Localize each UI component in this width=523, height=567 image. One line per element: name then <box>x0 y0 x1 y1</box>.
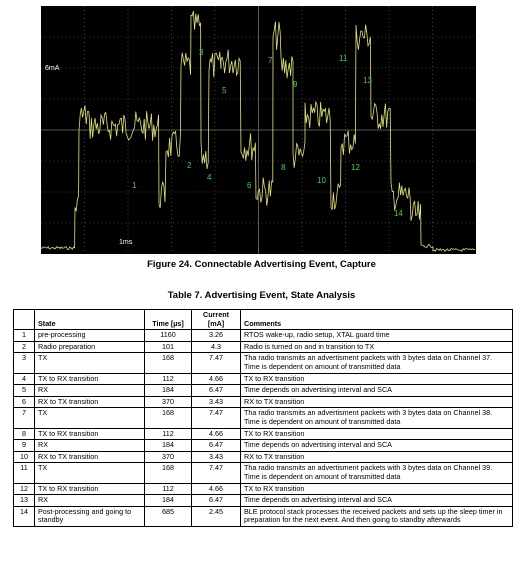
state-marker-3: 3 <box>199 48 204 57</box>
table-row <box>14 451 513 463</box>
cell-current: 7.47 <box>192 353 241 373</box>
cell-current: 3.43 <box>192 396 241 408</box>
current-trace <box>41 11 475 251</box>
cell-current: 3.26 <box>192 330 241 342</box>
cell-state: RX <box>35 495 145 507</box>
cell-time: 685 <box>145 506 192 526</box>
cell-comments: TX to RX transition <box>241 373 513 385</box>
cell-current: 7.47 <box>192 408 241 428</box>
cell-comments: Time depends on advertising interval and SCA <box>241 495 513 507</box>
state-marker-10: 10 <box>317 176 326 185</box>
oscilloscope-capture <box>41 6 476 254</box>
cell-state: TX to RX transition <box>35 428 145 440</box>
cell-state: RX <box>35 385 145 397</box>
current-trace-plot <box>41 6 476 254</box>
cell-index: 3 <box>14 353 35 373</box>
cell-comments: Time depends on advertising interval and SCA <box>241 440 513 452</box>
cell-state: TX to RX transition <box>35 373 145 385</box>
cell-current: 6.47 <box>192 440 241 452</box>
table-row <box>14 330 513 342</box>
table-row <box>14 408 513 428</box>
cell-current: 4.66 <box>192 373 241 385</box>
state-marker-6: 6 <box>247 181 252 190</box>
cell-time: 168 <box>145 353 192 373</box>
table-row <box>14 506 513 526</box>
cell-index: 2 <box>14 341 35 353</box>
cell-time: 112 <box>145 428 192 440</box>
table-row <box>14 373 513 385</box>
figure-caption: Figure 24. Connectable Advertising Event, Capture <box>147 259 376 270</box>
cell-state: RX to TX transition <box>35 451 145 463</box>
current-scale-label: 6mA <box>45 65 60 72</box>
cell-state: TX <box>35 408 145 428</box>
cell-current: 7.47 <box>192 463 241 483</box>
cell-comments: TX to RX transition <box>241 483 513 495</box>
cell-index: 9 <box>14 440 35 452</box>
header-comments: Comments <box>241 310 513 330</box>
cell-state: TX <box>35 463 145 483</box>
cell-time: 112 <box>145 483 192 495</box>
cell-index: 4 <box>14 373 35 385</box>
cell-state: pre-processing <box>35 330 145 342</box>
state-marker-14: 14 <box>394 209 403 218</box>
cell-time: 112 <box>145 373 192 385</box>
cell-comments: Radio is turned on and in transition to TX <box>241 341 513 353</box>
state-marker-7: 7 <box>268 56 273 65</box>
cell-index: 14 <box>14 506 35 526</box>
cell-current: 6.47 <box>192 385 241 397</box>
cell-index: 11 <box>14 463 35 483</box>
time-scale-label: 1ms <box>119 239 133 246</box>
cell-comments: RTOS wake-up, radio setup, XTAL guard time <box>241 330 513 342</box>
cell-current: 4.66 <box>192 428 241 440</box>
cell-time: 184 <box>145 385 192 397</box>
table-row <box>14 440 513 452</box>
header-state: State <box>35 310 145 330</box>
table-row <box>14 495 513 507</box>
cell-time: 168 <box>145 463 192 483</box>
state-marker-1: 1 <box>132 181 137 190</box>
cell-state: TX to RX transition <box>35 483 145 495</box>
cell-current: 6.47 <box>192 495 241 507</box>
cell-comments: RX to TX transition <box>241 396 513 408</box>
state-marker-5: 5 <box>222 86 227 95</box>
cell-state: RX to TX transition <box>35 396 145 408</box>
table-row <box>14 385 513 397</box>
header-index <box>14 310 35 330</box>
cell-comments: Tha radio transmits an advertisment packets with 3 bytes data on Channel 39. Time is dependent on amount of transmitted data <box>241 463 513 483</box>
cell-index: 5 <box>14 385 35 397</box>
cell-time: 184 <box>145 440 192 452</box>
cell-state: TX <box>35 353 145 373</box>
table-caption: Table 7. Advertising Event, State Analysis <box>167 290 356 301</box>
cell-comments: Tha radio transmits an advertisment packets with 3 bytes data on Channel 38. Time is dependent on amount of transmitted data <box>241 408 513 428</box>
table-row <box>14 428 513 440</box>
table-row <box>14 483 513 495</box>
state-marker-12: 12 <box>351 163 360 172</box>
cell-comments: Tha radio transmits an advertisment packets with 3 bytes data on Channel 37. Time is dependent on amount of transmitted data <box>241 353 513 373</box>
cell-comments: BLE protocol stack processes the received packets and sets up the sleep timer in preparation for the next event. And then going to standby afterwards <box>241 506 513 526</box>
header-time: Time [µs] <box>145 310 192 330</box>
cell-index: 13 <box>14 495 35 507</box>
table-row <box>14 341 513 353</box>
state-analysis-table <box>13 309 513 527</box>
table-row <box>14 396 513 408</box>
cell-current: 3.43 <box>192 451 241 463</box>
state-marker-2: 2 <box>187 161 192 170</box>
cell-index: 12 <box>14 483 35 495</box>
cell-index: 7 <box>14 408 35 428</box>
cell-index: 10 <box>14 451 35 463</box>
cell-current: 4.66 <box>192 483 241 495</box>
cell-state: RX <box>35 440 145 452</box>
state-marker-9: 9 <box>293 80 298 89</box>
cell-time: 101 <box>145 341 192 353</box>
cell-current: 4.3 <box>192 341 241 353</box>
state-marker-4: 4 <box>207 173 212 182</box>
cell-time: 1160 <box>145 330 192 342</box>
cell-state: Radio preparation <box>35 341 145 353</box>
state-marker-11: 11 <box>339 54 348 63</box>
cell-comments: TX to RX transition <box>241 428 513 440</box>
cell-index: 8 <box>14 428 35 440</box>
cell-comments: Time depends on advertising interval and SCA <box>241 385 513 397</box>
header-current: Current [mA] <box>192 310 241 330</box>
cell-time: 168 <box>145 408 192 428</box>
cell-state: Post-processing and going to standby <box>35 506 145 526</box>
cell-time: 370 <box>145 396 192 408</box>
cell-index: 6 <box>14 396 35 408</box>
table-row <box>14 353 513 373</box>
table-header-row <box>14 310 513 330</box>
state-marker-13: 13 <box>363 76 372 85</box>
cell-comments: RX to TX transition <box>241 451 513 463</box>
table-row <box>14 463 513 483</box>
cell-time: 370 <box>145 451 192 463</box>
cell-index: 1 <box>14 330 35 342</box>
cell-time: 184 <box>145 495 192 507</box>
state-marker-8: 8 <box>281 163 286 172</box>
cell-current: 2.45 <box>192 506 241 526</box>
